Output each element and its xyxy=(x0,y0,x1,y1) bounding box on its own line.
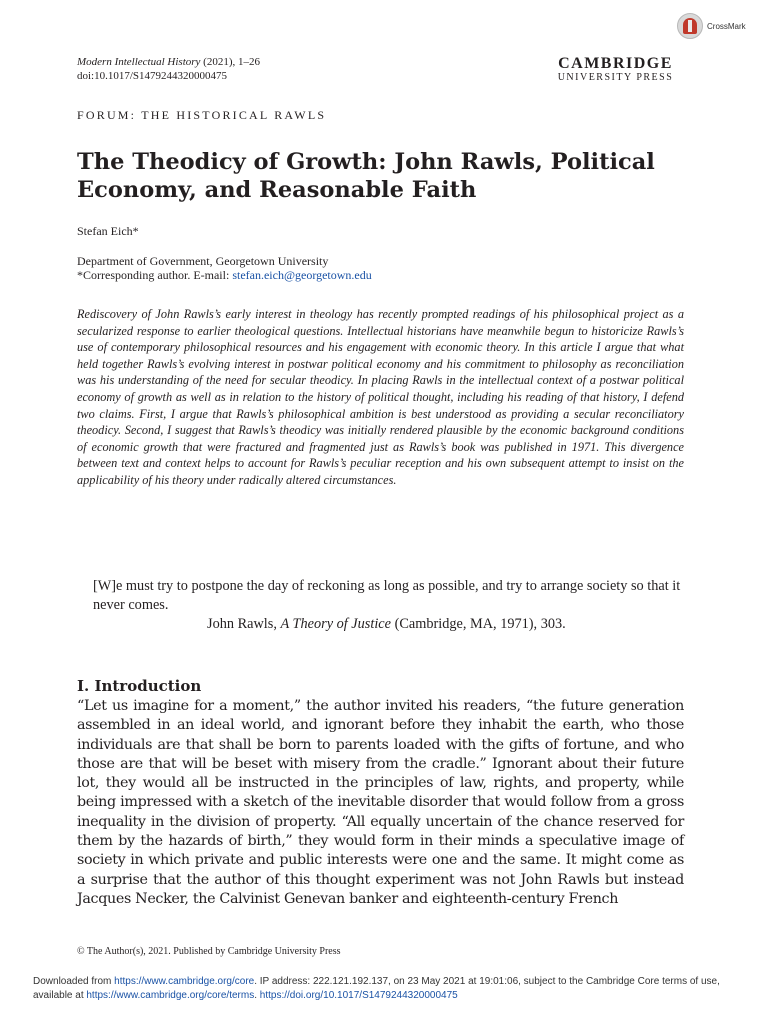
corresponding-label: *Corresponding author. E-mail: xyxy=(77,268,233,282)
crossmark-label: CrossMark xyxy=(707,21,746,31)
epigraph-citation xyxy=(93,615,683,634)
journal-name: Modern Intellectual History xyxy=(77,56,201,68)
abstract: Rediscovery of John Rawls’s early interest in theology has recently prompted readings of his philosophical project as a secularized response to earlier theological questions. Intellectual historians have meanwhile begun to historicize Rawls’s use of contemporary philosophical resources and his engagement with economic theory. In this article I argue that what held together Rawls’s evolving interest in postwar political economy and his commitment to philosophy as reconciliation was his understanding of the need for secular theodicy. In placing Rawls in the intellectual context of a postwar political economy of growth as well as in relation to the history of political thought, including his reading of that history, I defend two claims. First, I argue that Rawls’s philosophical ambition is best understood as providing a secular reconciliatory theodicy. Second, I suggest that Rawls’s theodicy was initially rendered plausible by the economic background conditions of economic growth that were fractured and fragmented just as Rawls’s book was published in 1971. This divergence between text and context helps to account for Rawls’s peculiar reception and his own subsequent attempt to insist on the applicability of his theory under radically altered circumstances. xyxy=(77,307,684,487)
download-footer xyxy=(33,975,738,1003)
cite-author: John Rawls, xyxy=(207,616,281,632)
publisher-subname: UNIVERSITY PRESS xyxy=(557,72,674,83)
publisher-name: CAMBRIDGE xyxy=(558,55,673,72)
author-affiliation xyxy=(77,254,372,282)
journal-citation xyxy=(77,55,260,83)
cite-book: A Theory of Justice xyxy=(280,616,391,632)
article-title: The Theodicy of Growth: John Rawls, Political Economy, and Reasonable Faith xyxy=(77,149,655,203)
journal-details: (2021), 1–26 xyxy=(200,56,260,68)
epigraph xyxy=(93,577,683,634)
section-heading: I. Introduction xyxy=(77,677,202,695)
email-link[interactable]: stefan.eich@georgetown.edu xyxy=(232,268,372,282)
publisher-logo xyxy=(548,56,683,84)
epigraph-quote: [W]e must try to postpone the day of reckoning as long as possible, and try to arrange society so that it never comes. xyxy=(93,578,681,613)
department: Department of Government, Georgetown University xyxy=(77,254,329,268)
author-name: Stefan Eich* xyxy=(77,224,139,238)
copyright-notice: © The Author(s), 2021. Published by Cambridge University Press xyxy=(77,946,341,957)
body-paragraph: “Let us imagine for a moment,” the author invited his readers, “the future generation assembled in an ideal world, and ignorant before they inhabit the earth, who those individuals are that shall be born to parents loaded with the gifts of fortune, and who those are that will be beset with misery from the cradle.” Ignorant about their future lot, they would all be instructed in the principles of law, rights, and property, while being impressed with a sketch of the inevitable disorder that would follow from a gross inequality in the division of property. “All equally uncertain of the chance reserved for them by the hazards of birth,” they would form in their minds a speculative image of society in which private and public interests were one and the same. It might come as a surprise that the author of this thought experiment was not John Rawls but instead Jacques Necker, the Calvinist Genevan banker and eighteenth-century French xyxy=(77,698,684,907)
core-link[interactable]: https://www.cambridge.org/core xyxy=(114,976,255,987)
forum-label: FORUM: THE HISTORICAL RAWLS xyxy=(77,108,327,122)
footer-ip-text: . IP address: 222.121.192.137, on 23 May 2021 at 19:01:06, subject to the Cambridge Core terms of use, available at xyxy=(33,976,720,1001)
terms-link[interactable]: https://www.cambridge.org/core/terms xyxy=(86,990,255,1001)
crossmark-icon xyxy=(677,13,703,39)
footer-separator: . xyxy=(254,990,260,1001)
cite-details: (Cambridge, MA, 1971), 303. xyxy=(391,616,566,632)
doi-link[interactable]: https://doi.org/10.1017/S1479244320000475 xyxy=(259,990,458,1001)
crossmark-badge[interactable] xyxy=(677,13,746,39)
journal-doi: doi:10.1017/S1479244320000475 xyxy=(77,70,228,82)
footer-downloaded: Downloaded from xyxy=(33,976,115,987)
